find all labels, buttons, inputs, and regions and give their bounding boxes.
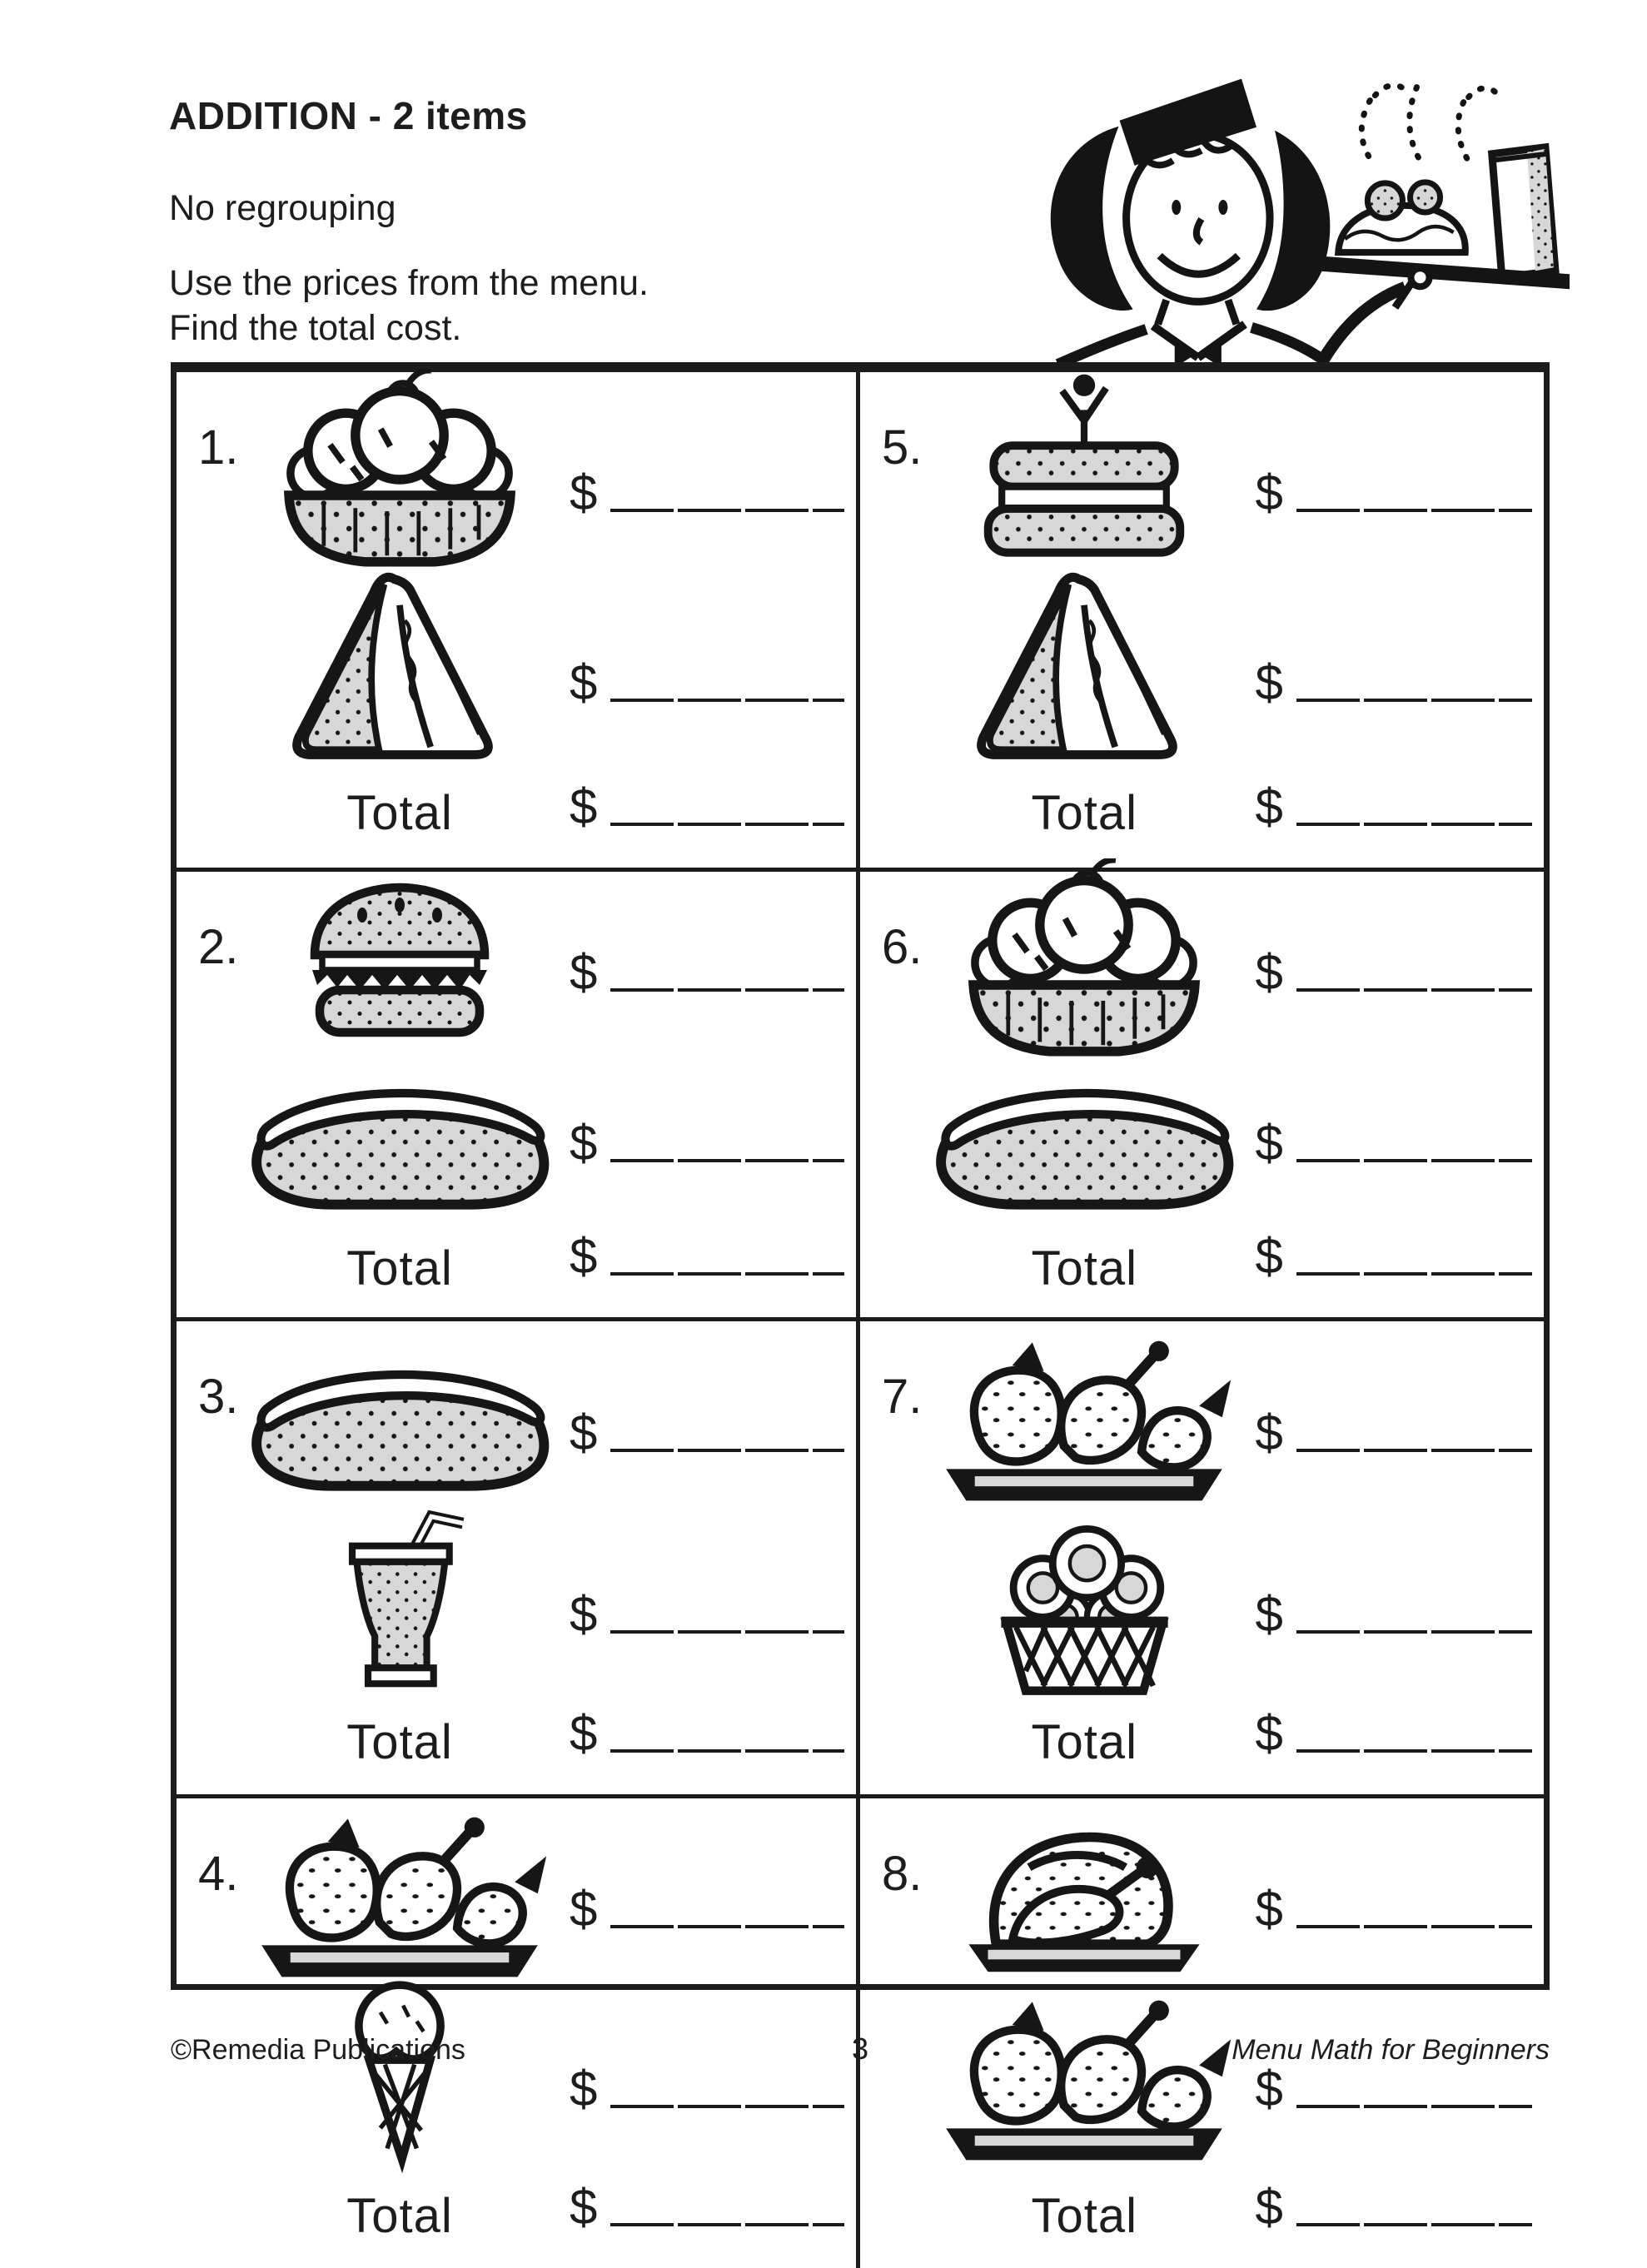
problem-number: 6.: [882, 920, 923, 974]
total-price-blank[interactable]: [1296, 1272, 1532, 1276]
total-price-blank[interactable]: [1296, 823, 1532, 826]
item-price-blank[interactable]: [1296, 988, 1532, 992]
total-price-blank[interactable]: [610, 823, 844, 826]
dollar-sign: $: [570, 1115, 598, 1171]
item-price-blank[interactable]: [610, 1925, 844, 1928]
instruction-line-2: Find the total cost.: [169, 308, 462, 348]
dollar-sign: $: [1255, 1115, 1283, 1171]
dollar-sign: $: [1255, 2178, 1283, 2235]
problem-cell-2: [177, 872, 860, 1321]
problem-cell-7: [860, 1321, 1544, 1798]
instruction-line-1: Use the prices from the menu.: [169, 263, 649, 303]
dollar-sign: $: [570, 2178, 598, 2235]
problem-cell-6: [860, 872, 1544, 1321]
footer-publisher: ©Remedia Publications: [171, 2034, 465, 2066]
soft-drink-icon: [321, 1496, 479, 1705]
dollar-sign: $: [570, 654, 598, 711]
fried-chicken-platter-icon: [926, 1322, 1242, 1510]
total-label: Total: [1031, 1714, 1137, 1769]
problem-number: 8.: [882, 1847, 923, 1901]
problem-cell-3: [177, 1321, 860, 1798]
dollar-sign: $: [570, 1586, 598, 1643]
dollar-sign: $: [570, 465, 598, 520]
dollar-sign: $: [570, 944, 598, 1000]
dollar-sign: $: [570, 778, 598, 834]
fried-chicken-platter-icon: [926, 1982, 1242, 2169]
ice-cream-sundae-icon: [926, 858, 1242, 1064]
fried-chicken-platter-icon: [241, 1798, 558, 1986]
total-price-blank[interactable]: [1296, 2223, 1532, 2226]
problem-number: 7.: [882, 1370, 923, 1424]
waitress-illustration-icon: [948, 47, 1570, 365]
total-label: Total: [346, 1714, 453, 1769]
cake-slice-icon: [955, 561, 1213, 768]
total-price-blank[interactable]: [610, 1749, 844, 1753]
item-price-blank[interactable]: [610, 988, 844, 992]
dollar-sign: $: [1255, 2060, 1283, 2116]
dollar-sign: $: [1255, 1880, 1283, 1937]
dollar-sign: $: [1255, 1227, 1283, 1284]
dollar-sign: $: [570, 2060, 598, 2116]
dollar-sign: $: [1255, 465, 1283, 520]
dollar-sign: $: [570, 1704, 598, 1761]
footer-page-number: 3: [851, 2032, 869, 2066]
footer-book-title: Menu Math for Beginners: [1232, 2034, 1550, 2066]
ice-cream-cone-icon: [337, 1976, 462, 2175]
item-price-blank[interactable]: [610, 509, 844, 512]
problem-number: 1.: [198, 420, 239, 475]
dollar-sign: $: [1255, 654, 1283, 711]
item-price-blank[interactable]: [1296, 1449, 1532, 1452]
problem-cell-1: [177, 372, 860, 872]
cake-slice-icon: [271, 561, 529, 768]
page-footer: [171, 2032, 1550, 2067]
item-price-blank[interactable]: [1296, 699, 1532, 702]
total-label: Total: [346, 2189, 453, 2244]
item-price-blank[interactable]: [1296, 1925, 1532, 1928]
problem-cell-5: [860, 372, 1544, 872]
item-price-blank[interactable]: [1296, 1159, 1532, 1162]
hot-dog-icon: [229, 1057, 570, 1213]
item-price-blank[interactable]: [610, 1449, 844, 1452]
onion-ring-basket-icon: [974, 1500, 1195, 1702]
problem-number: 5.: [882, 420, 923, 475]
total-price-blank[interactable]: [610, 2223, 844, 2226]
item-price-blank[interactable]: [1296, 2105, 1532, 2108]
total-label: Total: [1031, 786, 1137, 841]
page-title: ADDITION - 2 items: [169, 94, 528, 137]
hot-dog-icon: [913, 1057, 1255, 1213]
hamburger-icon: [275, 868, 525, 1055]
subtitle: No regrouping: [169, 188, 396, 228]
roast-turkey-icon: [947, 1796, 1222, 1988]
item-price-blank[interactable]: [1296, 509, 1532, 512]
item-price-blank[interactable]: [610, 1159, 844, 1162]
total-price-blank[interactable]: [610, 1272, 844, 1276]
dollar-sign: $: [570, 1227, 598, 1284]
dollar-sign: $: [570, 1405, 598, 1461]
dollar-sign: $: [1255, 944, 1283, 1000]
dollar-sign: $: [1255, 1405, 1283, 1461]
total-price-blank[interactable]: [1296, 1749, 1532, 1753]
dollar-sign: $: [1255, 778, 1283, 834]
total-label: Total: [1031, 2189, 1137, 2244]
total-label: Total: [1031, 1241, 1137, 1296]
item-price-blank[interactable]: [610, 2105, 844, 2108]
problem-number: 4.: [198, 1847, 239, 1901]
ice-cream-sundae-icon: [241, 369, 558, 574]
dollar-sign: $: [1255, 1586, 1283, 1643]
hot-dog-icon: [229, 1338, 570, 1495]
total-label: Total: [346, 786, 453, 841]
dollar-sign: $: [570, 1880, 598, 1937]
total-label: Total: [346, 1241, 453, 1296]
item-price-blank[interactable]: [610, 1630, 844, 1634]
dollar-sign: $: [1255, 1704, 1283, 1761]
item-price-blank[interactable]: [610, 699, 844, 702]
problem-number: 3.: [198, 1370, 239, 1424]
problem-number: 2.: [198, 920, 239, 974]
item-price-blank[interactable]: [1296, 1630, 1532, 1634]
club-sandwich-icon: [947, 369, 1222, 574]
